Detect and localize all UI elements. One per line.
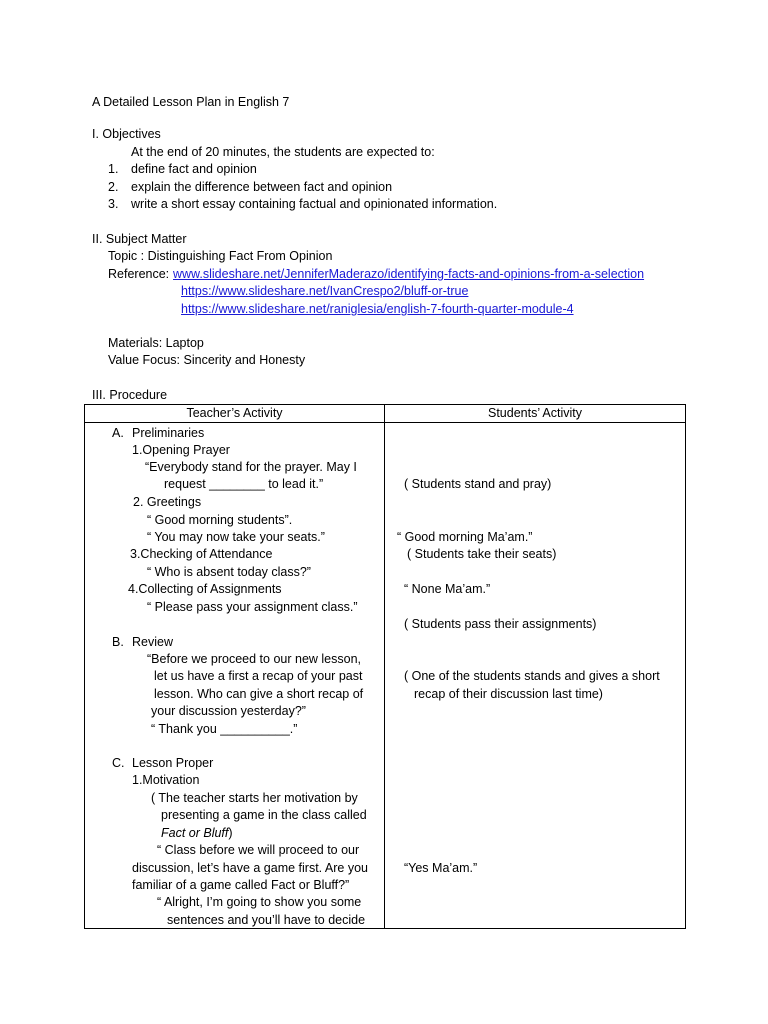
teacher-line: “ Good morning students”. [147, 513, 293, 527]
student-line: “ None Ma’am.” [404, 582, 491, 596]
objective-number: 2. [108, 180, 119, 194]
procedure-heading: III. Procedure [92, 388, 168, 402]
motivation-title: 1.Motivation [132, 773, 200, 787]
teacher-line: sentences and you’ll have to decide [167, 913, 366, 927]
student-line: “ Good morning Ma’am.” [397, 530, 533, 544]
student-line: ( Students take their seats) [407, 547, 557, 561]
reference-link[interactable]: https://www.slideshare.net/raniglesia/english-7-fourth-quarter-module-4 [181, 302, 574, 316]
student-line: “Yes Ma’am.” [404, 861, 478, 875]
teacher-line: “ Thank you __________.” [151, 722, 298, 736]
teacher-activity-header: Teacher’s Activity [85, 405, 385, 423]
teacher-line: discussion, let’s have a game first. Are you [132, 861, 368, 875]
teacher-line: let us have a first a recap of your past [154, 669, 363, 683]
attendance-title: 3.Checking of Attendance [130, 547, 273, 561]
teacher-line: “Everybody stand for the prayer. May I [145, 460, 357, 474]
teacher-line: “Before we proceed to our new lesson, [147, 652, 362, 666]
subject-matter-heading: II. Subject Matter [92, 232, 187, 246]
teacher-line: “ Class before we will proceed to our [157, 843, 360, 857]
teacher-line: “ Alright, I’m going to show you some [157, 895, 362, 909]
topic-line: Topic : Distinguishing Fact From Opinion [108, 249, 333, 263]
section-b-label: B. [112, 635, 124, 649]
reference-link[interactable]: www.slideshare.net/JenniferMaderazo/identifying-facts-and-opinions-from-a-selection [173, 267, 645, 281]
teacher-line: “ You may now take your seats.” [147, 530, 325, 544]
objective-item: explain the difference between fact and opinion [131, 180, 393, 194]
teacher-line: request ________ to lead it.” [164, 477, 324, 491]
student-line: ( Students stand and pray) [404, 477, 552, 491]
objective-number: 3. [108, 197, 119, 211]
value-focus-line: Value Focus: Sincerity and Honesty [108, 353, 306, 367]
game-name: Fact or Bluff [161, 826, 229, 840]
objective-item: define fact and opinion [131, 162, 257, 176]
objectives-heading: I. Objectives [92, 127, 161, 141]
teacher-line: lesson. Who can give a short recap of [154, 687, 364, 701]
teacher-line: ( The teacher starts her motivation by [151, 791, 358, 805]
closing-paren: ) [228, 826, 233, 840]
section-a-label: A. [112, 426, 124, 440]
student-line: recap of their discussion last time) [414, 687, 603, 701]
teacher-line: your discussion yesterday?” [151, 704, 306, 718]
section-b-title: Review [132, 635, 173, 649]
objective-number: 1. [108, 162, 119, 176]
assignments-title: 4.Collecting of Assignments [128, 582, 282, 596]
teacher-line [161, 825, 233, 842]
document-title: A Detailed Lesson Plan in English 7 [92, 95, 290, 109]
table-header-row [85, 405, 686, 423]
reference-label: Reference: [108, 267, 170, 281]
opening-prayer-title: 1.Opening Prayer [132, 443, 230, 457]
objectives-intro: At the end of 20 minutes, the students are expected to: [131, 145, 435, 159]
section-a-title: Preliminaries [132, 426, 205, 440]
objective-item: write a short essay containing factual and opinionated information. [131, 197, 498, 211]
table-row [85, 423, 686, 929]
students-activity-header: Students’ Activity [385, 405, 686, 423]
students-activity-cell [385, 423, 686, 929]
greetings-title: 2. Greetings [133, 495, 202, 509]
procedure-table [84, 404, 686, 929]
teacher-line: “ Who is absent today class?” [147, 565, 311, 579]
section-c-label: C. [112, 756, 125, 770]
teacher-activity-cell [85, 423, 385, 929]
teacher-line: “ Please pass your assignment class.” [147, 600, 358, 614]
reference-link[interactable]: https://www.slideshare.net/IvanCrespo2/bluff-or-true [181, 284, 469, 298]
student-line: ( One of the students stands and gives a short [404, 669, 660, 683]
materials-line: Materials: Laptop [108, 336, 204, 350]
section-c-title: Lesson Proper [132, 756, 214, 770]
teacher-line: familiar of a game called Fact or Bluff?” [132, 878, 350, 892]
teacher-line: presenting a game in the class called [161, 808, 367, 822]
student-line: ( Students pass their assignments) [404, 617, 597, 631]
